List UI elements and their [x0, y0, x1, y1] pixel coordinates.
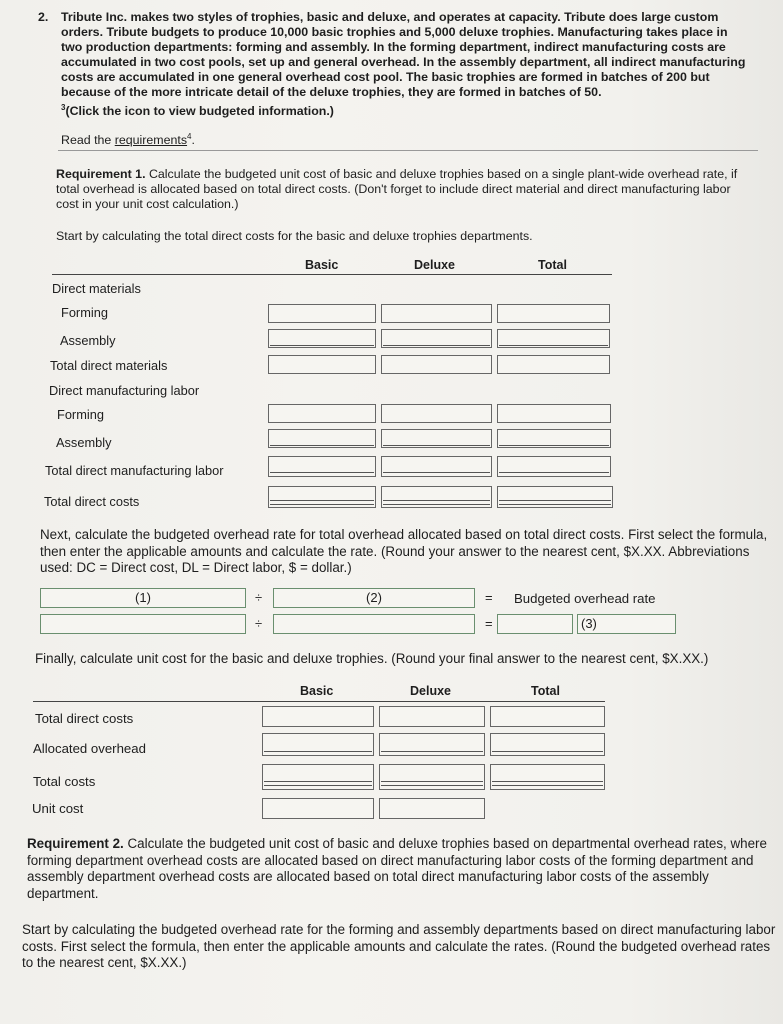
formula-select-1[interactable]: (1) [40, 588, 246, 608]
budget-info-link[interactable] [61, 100, 661, 119]
t1-tdm-total-input[interactable] [497, 355, 610, 374]
formula-amount-2[interactable] [273, 614, 475, 634]
t2-total-costs: Total costs [33, 774, 96, 789]
t1-assembly-basic-underline [270, 345, 374, 346]
t1-forming-labor-deluxe-input[interactable] [381, 404, 492, 423]
t1-tdm-basic-input[interactable] [268, 355, 376, 374]
t1-total-direct-mfg-labor: Total direct manufacturing labor [45, 463, 224, 478]
t1-direct-materials: Direct materials [52, 281, 141, 296]
t1-forming-labor-basic-input[interactable] [268, 404, 376, 423]
section-divider [58, 150, 758, 151]
t1-tdm-deluxe-input[interactable] [381, 355, 492, 374]
t1-tdml-basic-input[interactable] [268, 456, 376, 477]
t2-alloc-total-underline [492, 751, 603, 752]
divide-symbol-2: ÷ [255, 616, 263, 631]
t2-tc-basic-double [264, 781, 372, 786]
t1-al-total-underline [499, 445, 609, 446]
t1-direct-mfg-labor: Direct manufacturing labor [49, 383, 200, 398]
t1-tdml-deluxe-input[interactable] [381, 456, 492, 477]
req1-paragraph [56, 167, 756, 212]
t1-tdc-deluxe-double [383, 500, 490, 505]
t2-tdc-deluxe-input[interactable] [379, 706, 485, 727]
t1-forming-total-input[interactable] [497, 304, 610, 323]
t1-col-deluxe: Deluxe [414, 258, 455, 272]
t2-alloc-basic-underline [264, 751, 372, 752]
t2-tdc-basic-input[interactable] [262, 706, 374, 727]
req2-heading: Requirement 2. [27, 836, 124, 851]
read-suffix: . [191, 133, 195, 148]
t1-col-total: Total [538, 258, 567, 272]
req2-paragraph [27, 836, 777, 902]
t1-al-basic-underline [270, 445, 374, 446]
t1-total-direct-materials: Total direct materials [50, 358, 168, 373]
budgeted-overhead-rate-label: Budgeted overhead rate [514, 591, 656, 606]
t2-tc-total-double [492, 781, 603, 786]
read-prefix: Read the [61, 133, 115, 148]
t1-al-deluxe-underline [383, 445, 490, 446]
t2-uc-deluxe-input[interactable] [379, 798, 485, 819]
t1-assembly-total-underline [499, 345, 608, 346]
req1-heading: Requirement 1. [56, 167, 146, 181]
t1-tdml-total-input[interactable] [497, 456, 611, 477]
t2-uc-basic-input[interactable] [262, 798, 374, 819]
t2-tc-deluxe-input[interactable] [379, 764, 485, 790]
formula-select-3[interactable]: (3) [577, 614, 676, 634]
t2-alloc-deluxe-underline [381, 751, 483, 752]
t2-tdc-total-input[interactable] [490, 706, 605, 727]
rate-result-input[interactable] [497, 614, 573, 634]
t1-assembly-deluxe-underline [383, 345, 490, 346]
t1-col-basic: Basic [305, 258, 339, 272]
next-instructions: Next, calculate the budgeted overhead rate for total overhead allocated based on total direct costs. First select the formula, then enter the applicable amounts and calculate the rate. (Round your answer to the nearest cent, $X.XX. Abbreviations used: DC = Direct cost, DL = Direct labor, $ = dollar.) [40, 527, 768, 575]
t2-tc-basic-input[interactable] [262, 764, 374, 790]
t1-tdml-basic-underline [270, 472, 374, 473]
t1-forming-basic-input[interactable] [268, 304, 376, 323]
formula-amount-1[interactable] [40, 614, 246, 634]
t1-assembly: Assembly [60, 333, 116, 348]
t2-tc-total-input[interactable] [490, 764, 605, 790]
t1-total-direct-costs: Total direct costs [44, 494, 140, 509]
t2-alloc-total-input[interactable] [490, 733, 605, 756]
t2-total-direct-costs: Total direct costs [35, 711, 134, 726]
t2-allocated-overhead: Allocated overhead [33, 741, 146, 756]
t2-alloc-deluxe-input[interactable] [379, 733, 485, 756]
t2-alloc-basic-input[interactable] [262, 733, 374, 756]
t1-forming: Forming [61, 305, 108, 320]
t2-col-basic: Basic [300, 684, 334, 698]
t1-forming-labor: Forming [57, 407, 104, 422]
formula-select-2[interactable]: (2) [273, 588, 475, 608]
t1-tdc-total-double [499, 500, 611, 505]
divide-symbol: ÷ [255, 590, 263, 605]
req1-start: Start by calculating the total direct costs for the basic and deluxe trophies departments. [56, 229, 533, 243]
equals-symbol-2: = [485, 616, 493, 631]
finally-instructions: Finally, calculate unit cost for the basic and deluxe trophies. (Round your final answer to the nearest cent, $X.XX.) [35, 651, 709, 666]
t2-unit-cost: Unit cost [32, 801, 84, 816]
req2-start: Start by calculating the budgeted overhead rate for the forming and assembly departments based on direct manufacturing labor costs. First select the formula, then enter the applicable amounts and calculate the rates. (Round the budgeted overhead rates to the nearest cent, $X.XX.) [22, 922, 776, 970]
t2-tc-deluxe-double [381, 781, 483, 786]
footnote-4: 4 [187, 132, 192, 141]
requirements-link[interactable]: requirements [114, 133, 188, 148]
t2-col-total: Total [531, 684, 560, 698]
t1-tdml-deluxe-underline [383, 472, 490, 473]
footnote-3: 3 [61, 103, 66, 112]
problem-text: Tribute Inc. makes two styles of trophies, basic and deluxe, and operates at capacity. Tribute does large custom orders. Tribute budgets to produce 10,000 basic trophies and 5,000 deluxe trophies. Manufacturing takes place in two production departments: forming and assembly. In the forming department, indirect manufacturing costs are accumulated in two cost pools, set up and general overhead. In the assembly department, all indirect manufacturing costs are accumulated in one general overhead cost pool. The basic trophies are formed in batches of 200 but because of the more intricate detail of the deluxe trophies, they are formed in batches of 50. [61, 10, 746, 99]
problem-number: 2. [38, 10, 49, 24]
t1-assembly-labor: Assembly [56, 435, 112, 450]
equals-symbol: = [485, 590, 493, 605]
t1-tdml-total-underline [499, 472, 609, 473]
t1-tdc-basic-double [270, 500, 374, 505]
t1-forming-deluxe-input[interactable] [381, 304, 492, 323]
req1-text: Calculate the budgeted unit cost of basic and deluxe trophies based on a single plant-wide overhead rate, if total overhead is allocated based on total direct costs. (Don't forget to include direct material and direct manufacturing labor cost in your unit cost calculation.) [56, 167, 738, 211]
t1-forming-labor-total-input[interactable] [497, 404, 611, 423]
click-note: (Click the icon to view budgeted information.) [65, 104, 334, 119]
req2-text: Calculate the budgeted unit cost of basic and deluxe trophies based on departmental overhead rates, where forming department overhead costs are allocated based on direct manufacturing labor costs of the forming department and assembly department overhead costs are allocated based on total direct manufacturing labor costs of the assembly department. [27, 836, 767, 901]
t2-col-deluxe: Deluxe [410, 684, 451, 698]
read-requirements [61, 129, 195, 148]
t1-header-rule [52, 274, 612, 275]
t2-header-rule [33, 701, 605, 702]
